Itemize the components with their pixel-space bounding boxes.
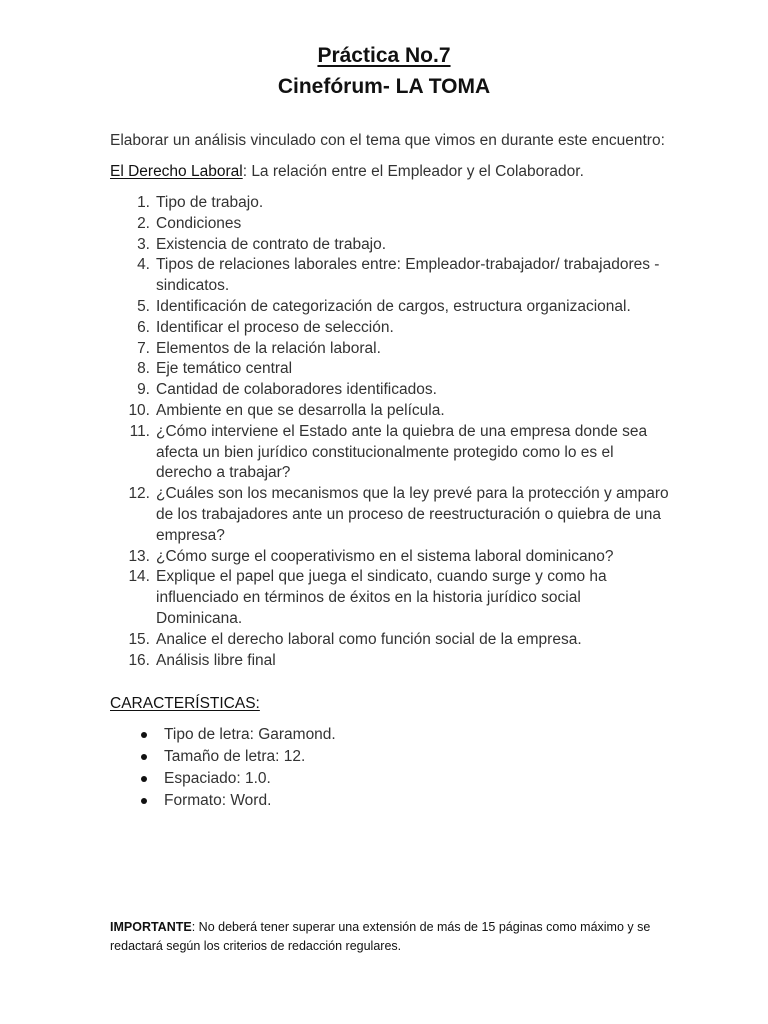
- list-item: [110, 630, 670, 651]
- list-item-number: 15.: [128, 630, 150, 648]
- topic-text: : La relación entre el Empleador y el Colaborador.: [242, 163, 584, 180]
- list-item: [110, 651, 670, 672]
- list-item-text: Tipo de trabajo.: [156, 194, 264, 211]
- list-item-number: 10.: [128, 401, 150, 419]
- list-item: [110, 359, 670, 380]
- list-item-number: 4.: [137, 256, 150, 274]
- page-subtitle: Cinefórum- LA TOMA: [277, 75, 491, 98]
- important-text: : No deberá tener superar una extensión de más de 15 páginas como máximo y se redactará según los criterios de redacción regulares.: [110, 920, 651, 953]
- list-item-number: 5.: [137, 297, 150, 315]
- list-item-number: 6.: [137, 318, 150, 336]
- characteristic-item: [110, 724, 336, 746]
- list-item-text: Existencia de contrato de trabajo.: [156, 235, 387, 253]
- list-item-text: Cantidad de colaboradores identificados.: [156, 381, 437, 399]
- list-item-text: Ambiente en que se desarrolla la película.: [156, 401, 445, 419]
- list-item-text: Condiciones: [156, 214, 242, 232]
- list-item-number: 9.: [137, 381, 150, 399]
- numbered-list: [110, 193, 670, 671]
- list-item: [110, 193, 670, 214]
- list-item-text: ¿Cuáles son los mecanismos que la ley prevé para la protección y amparo de los trabajadores ante un proceso de reestructuración o quiebra de una empresa?: [156, 485, 669, 544]
- important-note: [110, 918, 670, 956]
- list-item-text: Identificación de categorización de cargos, estructura organizacional.: [156, 297, 631, 315]
- list-item-number: 14.: [128, 568, 150, 586]
- intro-text: Elaborar un análisis vinculado con el tema que vimos en durante este encuentro:: [110, 132, 665, 149]
- list-item: [110, 214, 670, 235]
- list-item: [110, 401, 670, 422]
- characteristics-heading: CARACTERÍSTICAS:: [110, 695, 260, 712]
- topic-label: El Derecho Laboral: [110, 163, 243, 180]
- important-label: IMPORTANTE: [110, 920, 192, 934]
- list-item: [110, 297, 670, 318]
- list-item-text: Explique el papel que juega el sindicato, cuando surge y como ha influenciado en términos de éxitos en la historia jurídico social Dominicana.: [156, 568, 607, 627]
- characteristic-text: Tamaño de letra: 12.: [164, 748, 306, 765]
- list-item-number: 11.: [129, 422, 150, 440]
- bullet-icon: [141, 732, 147, 738]
- list-item-text: Identificar el proceso de selección.: [156, 318, 394, 336]
- list-item-text: Analice el derecho laboral como función social de la empresa.: [156, 630, 582, 648]
- list-item: [110, 255, 670, 297]
- list-item: [110, 422, 670, 484]
- characteristic-text: Espaciado: 1.0.: [164, 770, 271, 787]
- list-item: [110, 339, 670, 360]
- characteristic-item: [110, 746, 336, 768]
- page-title: Práctica No.7: [317, 44, 451, 67]
- list-item-number: 2.: [137, 214, 150, 232]
- list-item-text: Análisis libre final: [156, 651, 276, 669]
- list-item-number: 16.: [128, 651, 150, 669]
- bullet-icon: [141, 754, 147, 760]
- list-item: [110, 547, 670, 568]
- list-item-text: Elementos de la relación laboral.: [156, 339, 381, 357]
- list-item-text: ¿Cómo interviene el Estado ante la quiebra de una empresa donde sea afecta un bien jurídico constitucionalmente protegido como lo es el derecho a trabajar?: [156, 422, 648, 482]
- characteristic-text: Formato: Word.: [164, 792, 272, 809]
- characteristic-item: [110, 790, 336, 812]
- bullet-icon: [141, 776, 147, 782]
- list-item-number: 1.: [137, 194, 150, 211]
- list-item-text: Eje temático central: [156, 360, 293, 378]
- bullet-icon: [141, 798, 147, 804]
- list-item-number: 12.: [128, 485, 150, 503]
- list-item-number: 13.: [128, 547, 150, 565]
- list-item-text: Tipos de relaciones laborales entre: Empleador-trabajador/ trabajadores - sindicatos.: [156, 256, 660, 295]
- topic-line: [110, 163, 584, 181]
- characteristics-list: [110, 724, 336, 812]
- characteristic-item: [110, 768, 336, 790]
- list-item: [110, 484, 670, 546]
- list-item: [110, 380, 670, 401]
- list-item: [110, 567, 670, 629]
- list-item: [110, 235, 670, 256]
- list-item-number: 7.: [137, 339, 150, 357]
- list-item-number: 8.: [137, 360, 150, 378]
- list-item: [110, 318, 670, 339]
- list-item-number: 3.: [137, 235, 150, 253]
- list-item-text: ¿Cómo surge el cooperativismo en el sistema laboral dominicano?: [156, 547, 614, 565]
- characteristic-text: Tipo de letra: Garamond.: [164, 726, 336, 743]
